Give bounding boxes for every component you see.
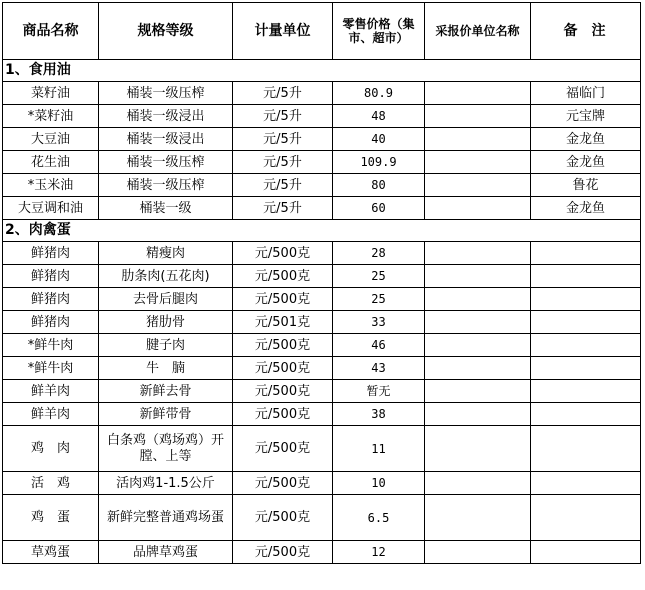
cell-name: *菜籽油: [3, 105, 99, 128]
cell-remark: [531, 541, 641, 564]
table-body: [3, 60, 641, 564]
cell-reporter: [425, 380, 531, 403]
cell-spec: 新鲜去骨: [99, 380, 233, 403]
cell-price: 60: [333, 197, 425, 220]
cell-spec: 桶装一级浸出: [99, 128, 233, 151]
cell-reporter: [425, 174, 531, 197]
section-title: 2、肉禽蛋: [3, 220, 641, 242]
cell-remark: [531, 403, 641, 426]
cell-name: 鸡 肉: [3, 426, 99, 472]
cell-price: 109.9: [333, 151, 425, 174]
cell-name: 鲜羊肉: [3, 403, 99, 426]
cell-reporter: [425, 197, 531, 220]
cell-price: 38: [333, 403, 425, 426]
table-row: [3, 288, 641, 311]
cell-spec: 去骨后腿肉: [99, 288, 233, 311]
cell-price: 43: [333, 357, 425, 380]
cell-remark: [531, 311, 641, 334]
cell-spec: 桶装一级压榨: [99, 174, 233, 197]
cell-reporter: [425, 426, 531, 472]
cell-reporter: [425, 288, 531, 311]
cell-remark: 福临门: [531, 82, 641, 105]
cell-price: 40: [333, 128, 425, 151]
table-row: [3, 128, 641, 151]
cell-name: *鲜牛肉: [3, 334, 99, 357]
cell-price: 80: [333, 174, 425, 197]
cell-name: 活 鸡: [3, 472, 99, 495]
cell-name: 大豆调和油: [3, 197, 99, 220]
cell-unit: 元/500克: [233, 495, 333, 541]
cell-remark: [531, 288, 641, 311]
table-row: [3, 82, 641, 105]
cell-unit: 元/500克: [233, 334, 333, 357]
table-row: [3, 403, 641, 426]
cell-name: 鲜羊肉: [3, 380, 99, 403]
cell-spec: 品牌草鸡蛋: [99, 541, 233, 564]
table-row: [3, 174, 641, 197]
header-unit: 计量单位: [233, 3, 333, 60]
cell-unit: 元/5升: [233, 105, 333, 128]
cell-spec: 桶装一级: [99, 197, 233, 220]
header-row: [3, 3, 641, 60]
table-row: [3, 311, 641, 334]
header-name: 商品名称: [3, 3, 99, 60]
table-row: [3, 357, 641, 380]
cell-remark: [531, 357, 641, 380]
cell-reporter: [425, 311, 531, 334]
cell-price: 11: [333, 426, 425, 472]
cell-unit: 元/500克: [233, 242, 333, 265]
table-row: [3, 380, 641, 403]
cell-price: 10: [333, 472, 425, 495]
cell-reporter: [425, 357, 531, 380]
cell-price: 25: [333, 288, 425, 311]
cell-remark: [531, 242, 641, 265]
cell-price: 暂无: [333, 380, 425, 403]
cell-unit: 元/5升: [233, 174, 333, 197]
cell-price: 25: [333, 265, 425, 288]
cell-remark: 金龙鱼: [531, 151, 641, 174]
cell-name: 鲜猪肉: [3, 242, 99, 265]
cell-name: 鸡 蛋: [3, 495, 99, 541]
cell-price: 48: [333, 105, 425, 128]
cell-unit: 元/501克: [233, 311, 333, 334]
cell-remark: 元宝牌: [531, 105, 641, 128]
table-row: [3, 472, 641, 495]
cell-reporter: [425, 334, 531, 357]
cell-spec: 牛 腩: [99, 357, 233, 380]
section-row: [3, 60, 641, 82]
cell-reporter: [425, 82, 531, 105]
table-row: [3, 426, 641, 472]
cell-reporter: [425, 151, 531, 174]
cell-unit: 元/5升: [233, 151, 333, 174]
header-spec: 规格等级: [99, 3, 233, 60]
table-row: [3, 495, 641, 541]
cell-unit: 元/5升: [233, 82, 333, 105]
cell-spec: 猪肋骨: [99, 311, 233, 334]
cell-spec: 腱子肉: [99, 334, 233, 357]
cell-reporter: [425, 472, 531, 495]
cell-remark: [531, 380, 641, 403]
cell-spec: 精瘦肉: [99, 242, 233, 265]
table-row: [3, 265, 641, 288]
cell-name: 鲜猪肉: [3, 288, 99, 311]
cell-remark: 金龙鱼: [531, 128, 641, 151]
table-row: [3, 151, 641, 174]
cell-reporter: [425, 495, 531, 541]
cell-reporter: [425, 128, 531, 151]
cell-remark: 鲁花: [531, 174, 641, 197]
cell-unit: 元/500克: [233, 288, 333, 311]
cell-unit: 元/5升: [233, 128, 333, 151]
cell-spec: 白条鸡（鸡场鸡）开膛、上等: [99, 426, 233, 472]
cell-price: 80.9: [333, 82, 425, 105]
cell-unit: 元/500克: [233, 472, 333, 495]
cell-reporter: [425, 242, 531, 265]
cell-spec: 新鲜完整普通鸡场蛋: [99, 495, 233, 541]
section-title: 1、食用油: [3, 60, 641, 82]
cell-price: 46: [333, 334, 425, 357]
header-reporter: 采报价单位名称: [425, 3, 531, 60]
cell-price: 12: [333, 541, 425, 564]
cell-name: 菜籽油: [3, 82, 99, 105]
cell-reporter: [425, 105, 531, 128]
cell-remark: [531, 265, 641, 288]
table-row: [3, 242, 641, 265]
cell-remark: 金龙鱼: [531, 197, 641, 220]
cell-spec: 肋条肉(五花肉): [99, 265, 233, 288]
table-row: [3, 334, 641, 357]
cell-price: 33: [333, 311, 425, 334]
cell-name: 草鸡蛋: [3, 541, 99, 564]
cell-unit: 元/500克: [233, 403, 333, 426]
table-row: [3, 105, 641, 128]
cell-spec: 桶装一级压榨: [99, 151, 233, 174]
cell-name: 鲜猪肉: [3, 311, 99, 334]
cell-unit: 元/500克: [233, 541, 333, 564]
cell-unit: 元/500克: [233, 426, 333, 472]
cell-price: 6.5: [333, 495, 425, 541]
cell-remark: [531, 426, 641, 472]
cell-spec: 新鲜带骨: [99, 403, 233, 426]
cell-spec: 桶装一级浸出: [99, 105, 233, 128]
cell-name: 鲜猪肉: [3, 265, 99, 288]
cell-unit: 元/500克: [233, 357, 333, 380]
cell-reporter: [425, 541, 531, 564]
cell-name: 花生油: [3, 151, 99, 174]
cell-unit: 元/500克: [233, 265, 333, 288]
section-row: [3, 220, 641, 242]
cell-remark: [531, 495, 641, 541]
cell-price: 28: [333, 242, 425, 265]
header-remark: 备注: [531, 3, 641, 60]
price-table: [2, 2, 641, 564]
cell-name: 大豆油: [3, 128, 99, 151]
cell-unit: 元/500克: [233, 380, 333, 403]
cell-spec: 桶装一级压榨: [99, 82, 233, 105]
cell-unit: 元/5升: [233, 197, 333, 220]
header-price: 零售价格（集市、超市）: [333, 3, 425, 60]
cell-reporter: [425, 265, 531, 288]
cell-name: *玉米油: [3, 174, 99, 197]
cell-spec: 活肉鸡1-1.5公斤: [99, 472, 233, 495]
cell-remark: [531, 472, 641, 495]
cell-name: *鲜牛肉: [3, 357, 99, 380]
cell-reporter: [425, 403, 531, 426]
cell-remark: [531, 334, 641, 357]
table-row: [3, 541, 641, 564]
table-row: [3, 197, 641, 220]
